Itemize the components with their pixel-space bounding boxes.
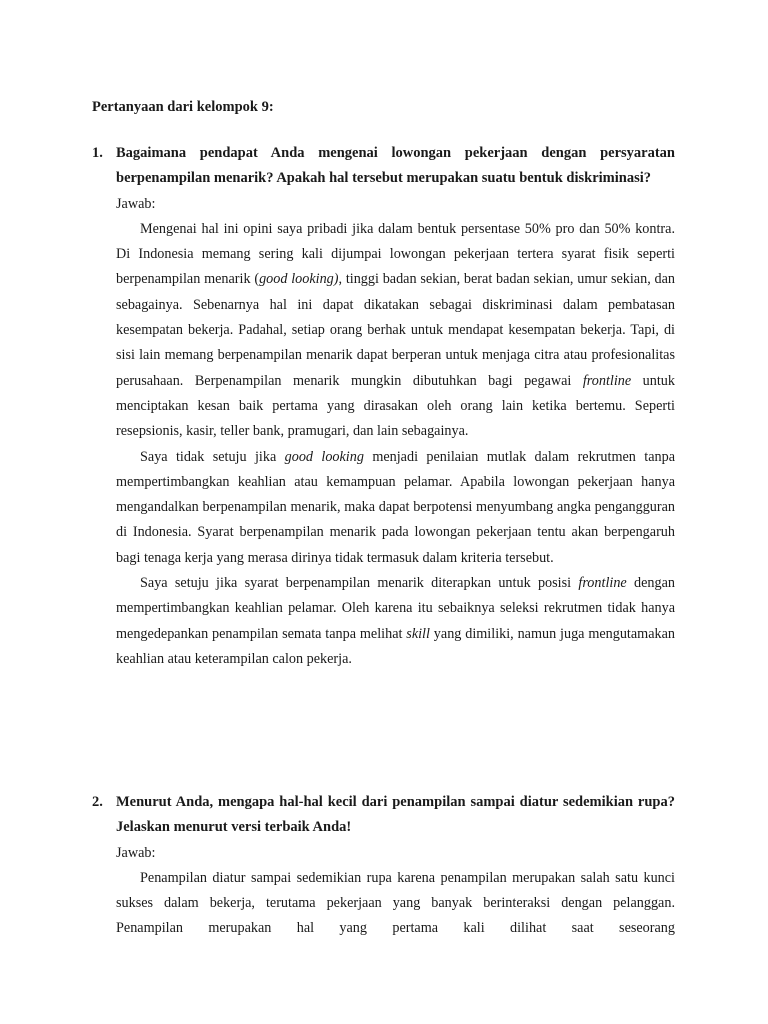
italic-run: skill — [406, 625, 430, 642]
answer-paragraph-2 — [116, 445, 675, 571]
item-body — [116, 790, 675, 942]
answer-paragraph-3 — [116, 571, 675, 672]
answer-paragraph-1 — [116, 866, 675, 942]
text-run: menjadi penilaian mutlak dalam rekrutmen tanpa mempertimbangkan keahlian atau kemampuan pelamar. Apabila lowongan pekerjaan hanya mengandalkan berpenampilan menarik, maka dapat berpotensi menyumbang angka pengangguran di Indonesia. Syarat berpenampilan menarik pada lowongan pekerjaan tentu akan berpengaruh bagi tenaga kerja yang merasa dirinya tidak termasuk dalam kriteria tersebut. — [116, 448, 675, 566]
item-number: 1. — [92, 145, 103, 161]
question-item-2 — [92, 790, 675, 942]
text-run: dengan mempertimbangkan keahlian pelamar. Oleh karena itu sebaiknya seleksi rekrutmen tidak hanya mengedepankan penampilan semata tanpa melihat — [116, 575, 675, 642]
answer-paragraph-1 — [116, 217, 675, 445]
text-run: Saya tidak setuju jika — [140, 448, 285, 465]
text-run: Penampilan diatur sampai sedemikian rupa karena penampilan merupakan salah satu kunci sukses dalam bekerja, terutama pekerjaan yang banyak berinteraksi dengan pelanggan. Penampilan merupakan hal yang pertama kali dilihat saat seseorang — [116, 869, 675, 937]
answer-label: Jawab: — [116, 844, 156, 861]
text-run: yang dimiliki, namun juga mengutamakan keahlian atau keterampilan calon pekerja. — [116, 625, 675, 667]
italic-run: good looking — [284, 448, 364, 465]
text-run: , tinggi badan sekian, berat badan sekian, umur sekian, dan sebagainya. Sebenarnya hal ini dapat dikatakan sebagai diskriminasi dalam pembatasan kesempatan bekerja. Padahal, setiap orang berhak untuk mendapat kesempatan bekerja. Tapi, di sisi lain memang berpenampilan menarik dapat berperan untuk menjaga citra atau profesionalitas perusahaan. Berpenampilan menarik mungkin dibutuhkan bagi pegawai — [116, 271, 676, 389]
question-item-1 — [92, 141, 675, 672]
italic-run: frontline — [578, 575, 627, 592]
italic-run: good looking) — [259, 271, 339, 288]
answer-label: Jawab: — [116, 195, 156, 212]
text-run: untuk menciptakan kesan baik pertama yang dirasakan oleh orang lain ketika bertemu. Seperti resepsionis, kasir, teller bank, pramugari, dan lain sebagainya. — [116, 372, 675, 440]
group-heading: Pertanyaan dari kelompok 9: — [92, 99, 274, 115]
item-number: 2. — [92, 794, 103, 810]
question-text: Bagaimana pendapat Anda mengenai lowongan pekerjaan dengan persyaratan berpenampilan menarik? Apakah hal tersebut merupakan suatu bentuk diskriminasi? — [116, 145, 675, 187]
question-text: Menurut Anda, mengapa hal-hal kecil dari penampilan sampai diatur sedemikian rupa? Jelaskan menurut versi terbaik Anda! — [116, 794, 675, 836]
text-run: Mengenai hal ini opini saya pribadi jika dalam bentuk persentase 50% pro dan 50% kontra. Di Indonesia memang sering kali dijumpai lowongan pekerjaan tertera syarat fisik seperti berpenampilan menarik ( — [116, 220, 675, 288]
text-run: Saya setuju jika syarat berpenampilan menarik diterapkan untuk posisi — [140, 575, 579, 592]
italic-run: frontline — [582, 372, 632, 389]
item-body — [116, 141, 675, 672]
